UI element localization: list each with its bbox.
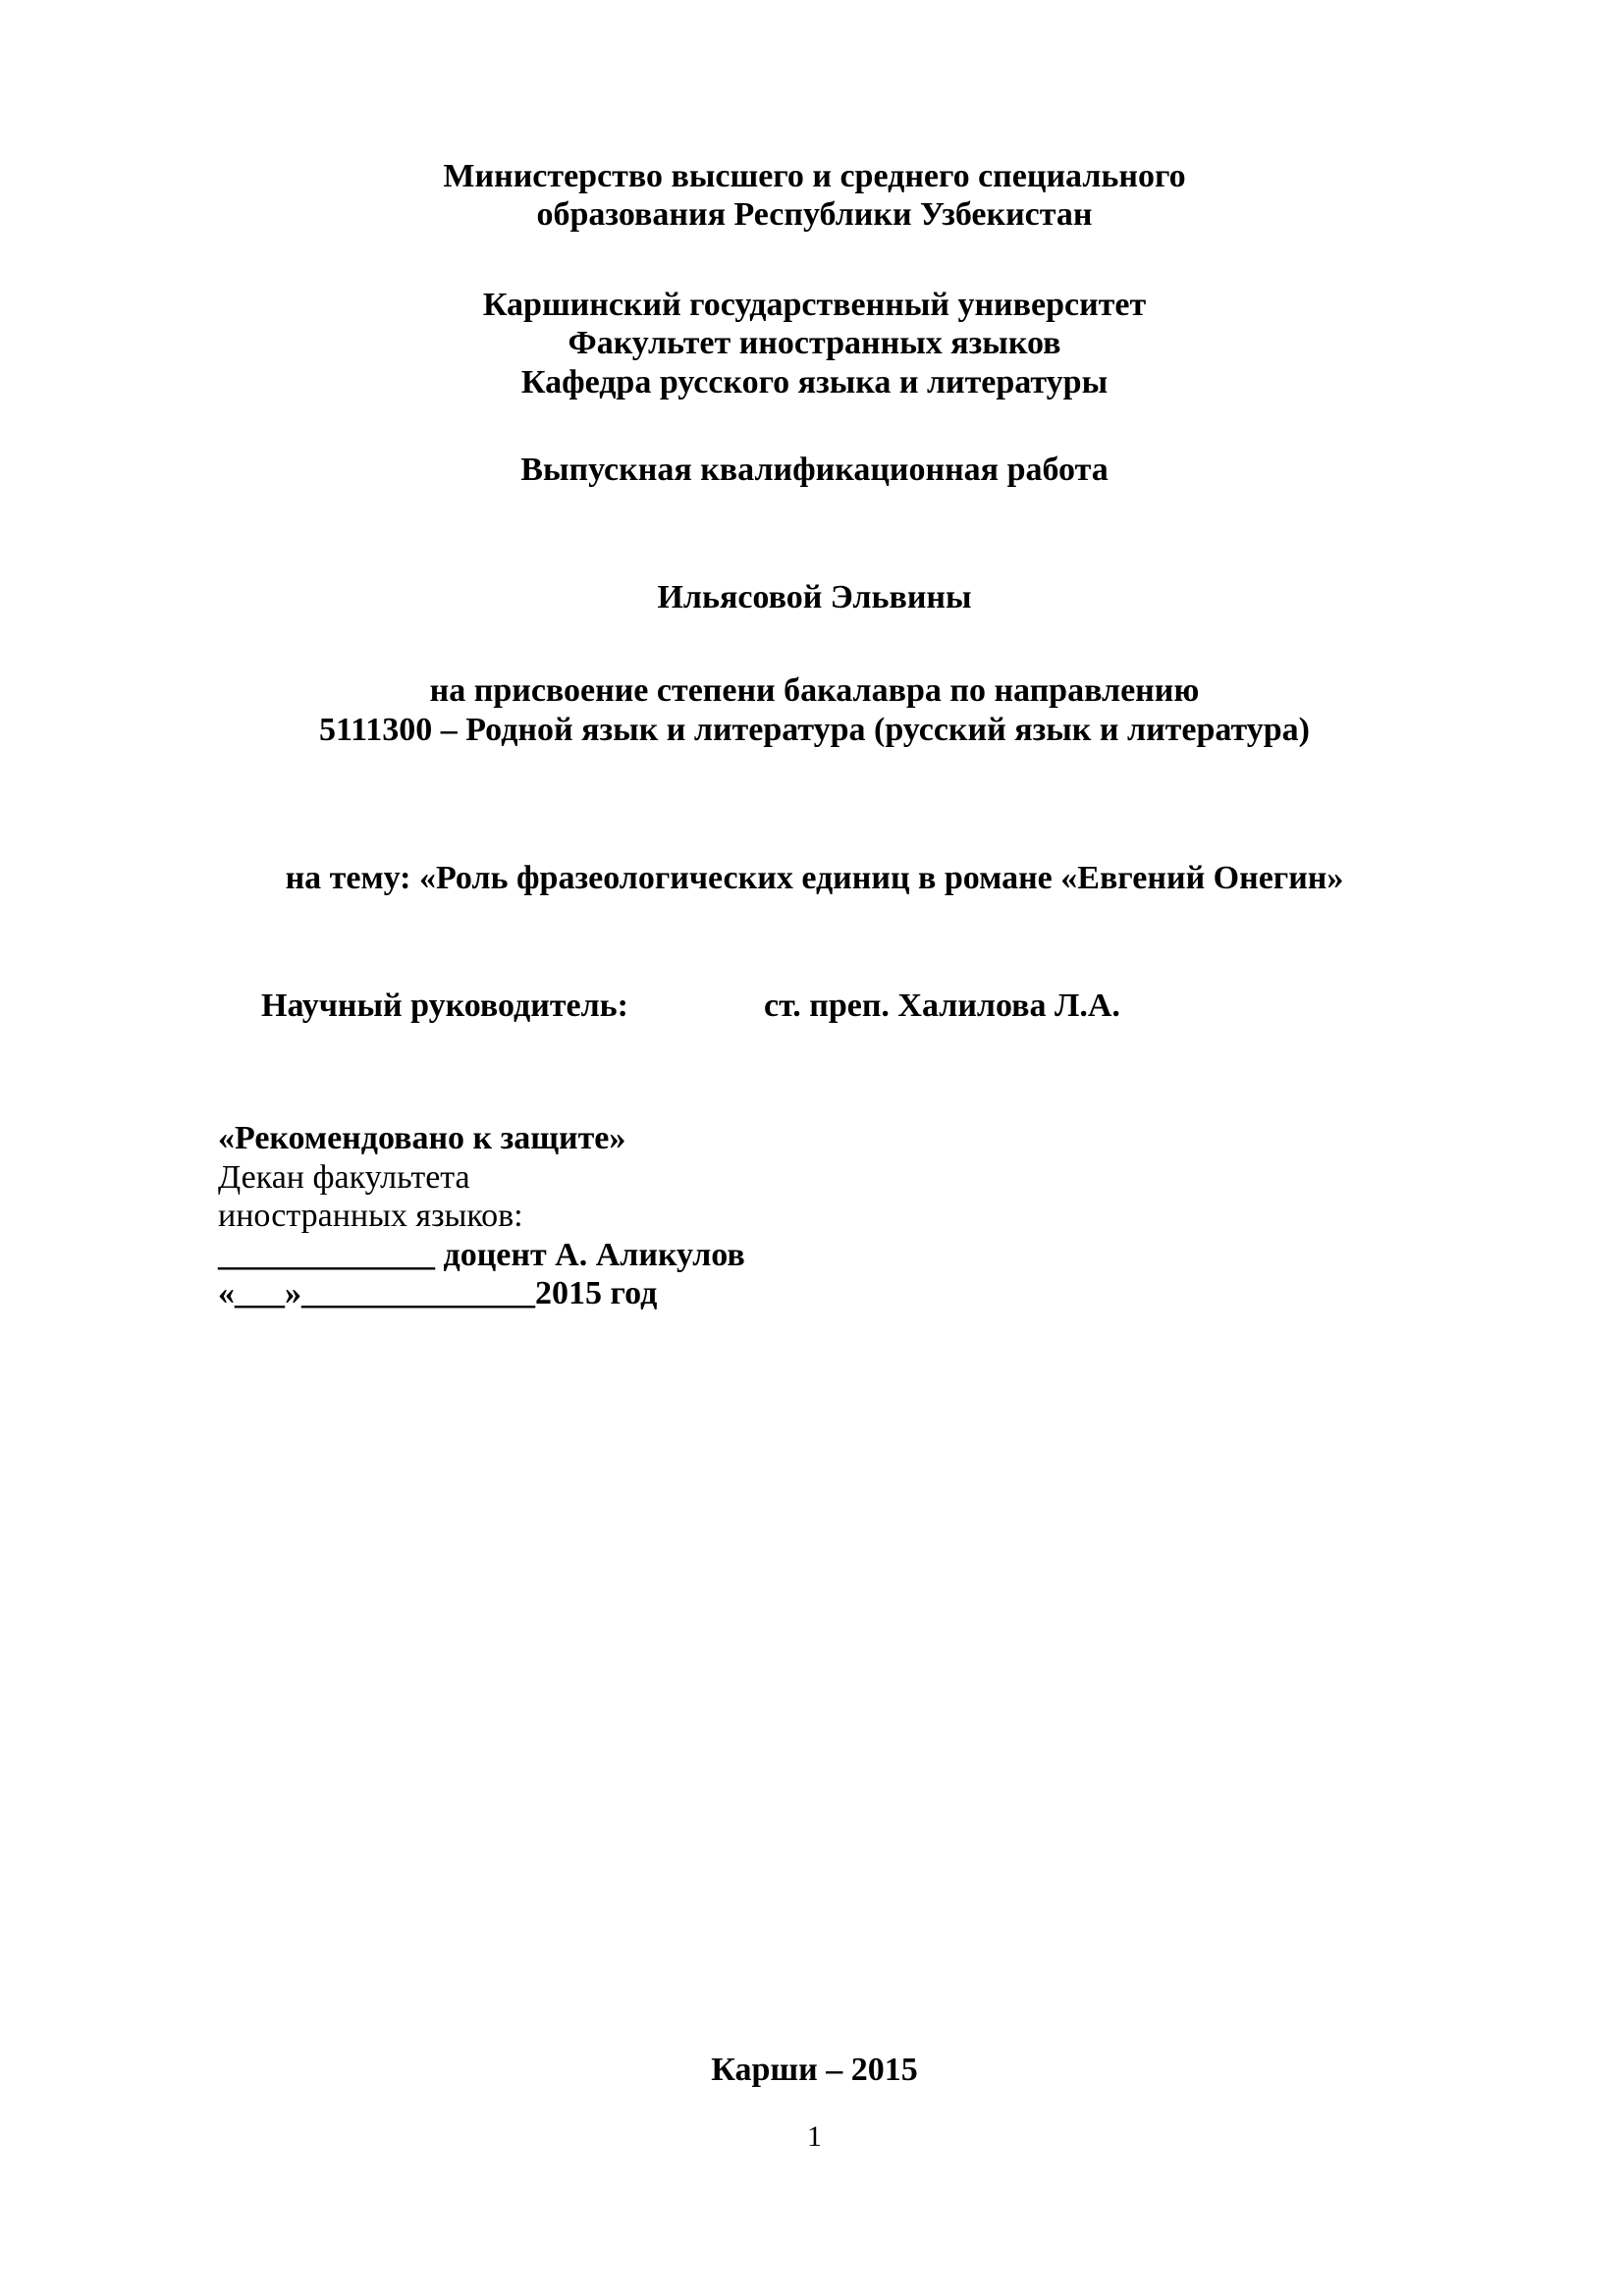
faculty-name: Факультет иностранных языков: [568, 325, 1061, 362]
work-type: [218, 451, 1411, 489]
dean-line-1: Декан факультета: [218, 1158, 470, 1196]
degree-block: [218, 671, 1411, 749]
thesis-topic: [218, 859, 1411, 897]
advisor-name: ст. преп. Халилова Л.А.: [764, 988, 1120, 1025]
advisor-block: [218, 988, 1411, 1025]
approval-block: [218, 1119, 1411, 1312]
thesis-topic-text: на тему: «Роль фразеологических единиц в романе «Евгений Онегин»: [285, 859, 1344, 896]
institution-heading: [218, 286, 1411, 401]
recommendation-label: «Рекомендовано к защите»: [218, 1120, 626, 1157]
dean-signature-line: _____________ доцент А. Аликулов: [218, 1236, 745, 1273]
dean-line-2: иностранных языков:: [218, 1198, 523, 1235]
date-line: «___»______________2015 год: [218, 1275, 658, 1312]
footer-city-year: Карши – 2015: [711, 2052, 918, 2088]
ministry-line-1: Министерство высшего и среднего специального: [443, 158, 1186, 194]
author-name: Ильясовой Эльвины: [657, 578, 972, 615]
advisor-role-label: Научный руководитель:: [261, 988, 628, 1025]
ministry-line-2: образования Республики Узбекистан: [536, 196, 1093, 234]
author-name-block: [218, 578, 1411, 616]
chair-name: Кафедра русского языка и литературы: [520, 363, 1109, 400]
work-type-label: Выпускная квалификационная работа: [520, 452, 1109, 489]
degree-line-1: на присвоение степени бакалавра по направлению: [429, 672, 1200, 710]
ministry-heading: [218, 157, 1411, 235]
footer-page-number: 1: [807, 2120, 822, 2153]
degree-line-2: 5111300 – Родной язык и литература (русский язык и литература): [319, 711, 1310, 748]
page-content: [218, 0, 1411, 1313]
university-name: Каршинский государственный университет: [482, 286, 1147, 323]
